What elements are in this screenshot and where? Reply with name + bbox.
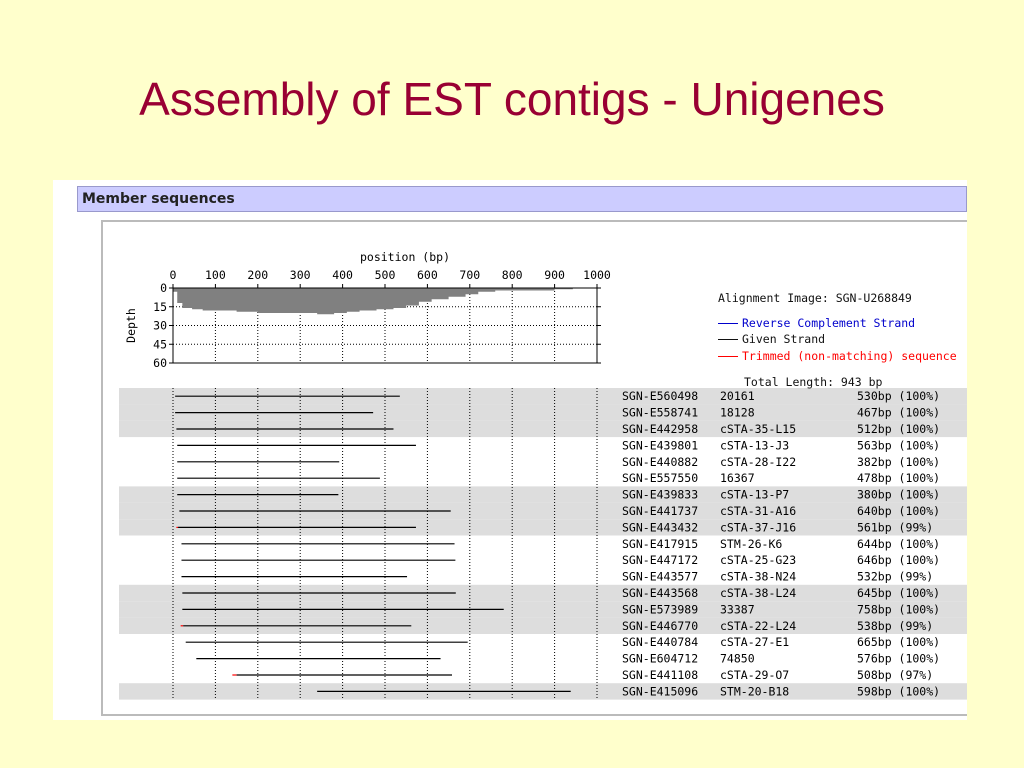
legend-given: [718, 331, 957, 348]
sequence-length: 598bp (100%): [857, 684, 941, 699]
clone-name: STM-26-K6: [720, 536, 783, 551]
y-axis-label: Depth: [124, 308, 138, 343]
clone-name: cSTA-27-E1: [720, 635, 790, 650]
clone-name: 74850: [720, 651, 755, 666]
total-length: Total Length: 943 bp: [744, 375, 883, 389]
clone-name: cSTA-25-G23: [720, 553, 797, 568]
sequence-id: SGN-E557550: [622, 471, 699, 486]
clone-name: cSTA-28-I22: [720, 454, 797, 469]
sequence-length: 532bp (99%): [857, 569, 934, 584]
y-tick-label: 45: [153, 337, 167, 352]
sequence-id: SGN-E443568: [622, 586, 699, 600]
sequence-id: SGN-E415096: [622, 684, 699, 699]
sequence-length: 563bp (100%): [857, 438, 941, 453]
x-tick-label: 800: [501, 268, 523, 282]
sequence-length: 645bp (100%): [857, 586, 941, 600]
trimmed-sequence-swatch: [718, 356, 738, 357]
clone-name: cSTA-35-L15: [720, 422, 797, 436]
depth-profile-area: [173, 288, 573, 314]
sequence-id: SGN-E442958: [622, 422, 699, 436]
sequence-length: 478bp (100%): [857, 471, 941, 486]
given-strand-swatch: [718, 339, 738, 340]
screenshot-panel: [53, 180, 967, 720]
y-tick-label: 30: [153, 318, 167, 333]
legend-reverse: [718, 315, 957, 332]
sequence-length: 380bp (100%): [857, 487, 941, 502]
x-tick-label: 500: [374, 268, 396, 282]
sequence-id: SGN-E573989: [622, 602, 699, 617]
clone-name: cSTA-13-J3: [720, 438, 790, 453]
sequence-id: SGN-E417915: [622, 536, 699, 551]
sequence-length: 382bp (100%): [857, 454, 941, 469]
sequence-id: SGN-E446770: [622, 618, 699, 633]
sequence-id: SGN-E447172: [622, 553, 699, 568]
x-tick-label: 600: [417, 268, 438, 282]
legend-trimmed: [718, 348, 957, 365]
clone-name: STM-20-B18: [720, 684, 790, 699]
sequence-length: 665bp (100%): [857, 635, 941, 650]
sequence-length: 561bp (99%): [857, 520, 934, 535]
legend-reverse-label: Reverse Complement Strand: [742, 315, 916, 330]
clone-name: 16367: [720, 471, 755, 486]
clone-name: 20161: [720, 389, 755, 404]
sequence-length: 576bp (100%): [857, 651, 941, 666]
sequence-length: 640bp (100%): [857, 504, 941, 518]
sequence-id: SGN-E441737: [622, 504, 699, 518]
sequence-id: SGN-E440784: [622, 635, 699, 650]
alignment-image-label: Alignment Image: SGN-U268849: [718, 291, 912, 305]
legend-given-label: Given Strand: [742, 332, 826, 346]
clone-name: cSTA-31-A16: [720, 504, 797, 518]
sequence-length: 530bp (100%): [857, 389, 941, 404]
x-tick-label: 900: [544, 268, 565, 282]
clone-name: cSTA-37-J16: [720, 520, 797, 535]
sequence-length: 512bp (100%): [857, 422, 941, 436]
x-tick-label: 700: [459, 268, 481, 282]
clone-name: cSTA-22-L24: [720, 618, 797, 633]
clone-name: cSTA-38-L24: [720, 586, 797, 600]
x-tick-label: 400: [332, 268, 353, 282]
sequence-id: SGN-E443432: [622, 520, 699, 535]
clone-name: 18128: [720, 405, 755, 420]
sequence-id: SGN-E604712: [622, 651, 699, 666]
y-tick-label: 0: [160, 281, 167, 295]
sequence-id: SGN-E558741: [622, 405, 699, 420]
x-tick-label: 100: [205, 268, 226, 282]
alignment-legend: [718, 290, 957, 391]
clone-name: cSTA-38-N24: [720, 569, 797, 584]
sequence-length: 538bp (99%): [857, 618, 934, 633]
sequence-length: 646bp (100%): [857, 553, 941, 568]
sequence-id: SGN-E443577: [622, 569, 699, 584]
sequence-id: SGN-E560498: [622, 389, 699, 404]
sequence-id: SGN-E441108: [622, 668, 699, 682]
x-tick-label: 300: [289, 268, 311, 282]
sequence-length: 644bp (100%): [857, 536, 941, 551]
member-sequences-header: Member sequences: [77, 186, 967, 212]
slide-title: Assembly of EST contigs - Unigenes: [139, 73, 885, 125]
x-axis-label: position (bp): [359, 250, 451, 264]
sequence-length: 758bp (100%): [857, 602, 941, 617]
alignment-panel: [101, 220, 967, 716]
sequence-id: SGN-E440882: [622, 454, 699, 469]
sequence-length: 508bp (97%): [857, 668, 934, 682]
y-tick-label: 15: [153, 299, 167, 314]
x-tick-label: 0: [169, 268, 177, 282]
legend-trimmed-label: Trimmed (non-matching) sequence: [742, 348, 957, 363]
sequence-id: SGN-E439833: [622, 487, 699, 502]
clone-name: cSTA-29-O7: [720, 668, 790, 682]
reverse-strand-swatch: [718, 323, 738, 324]
x-tick-label: 1000: [583, 268, 611, 282]
clone-name: 33387: [720, 602, 755, 617]
clone-name: cSTA-13-P7: [720, 487, 790, 502]
sequence-length: 467bp (100%): [857, 405, 941, 420]
sequence-id: SGN-E439801: [622, 438, 699, 453]
x-tick-label: 200: [247, 268, 269, 282]
y-tick-label: 60: [153, 356, 167, 370]
